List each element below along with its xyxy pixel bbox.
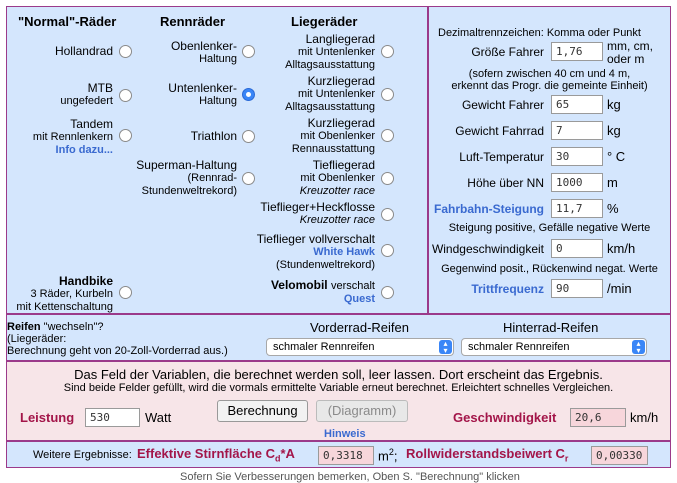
obenlenker-sub: Haltung (199, 53, 237, 65)
label-tieflieger (300, 159, 375, 198)
kurz-sub2: Alltagsausstattung (285, 101, 375, 113)
kurz-title: Kurzliegerad (307, 74, 375, 88)
kurzo-title: Kurzliegerad (307, 116, 375, 130)
label-temp: Luft-Temperatur (459, 150, 544, 164)
front-tire-chevron-icon: ▴ ▾ (439, 340, 452, 354)
mtb-sub: ungefedert (60, 95, 113, 107)
tandem-info-link[interactable]: Info dazu... (55, 144, 113, 156)
front-tire-header: Vorderrad-Reifen (310, 320, 409, 335)
heck-title: Tieflieger+Heckflosse (260, 200, 375, 214)
label-nn: Höhe über NN (467, 176, 544, 190)
input-temp[interactable] (551, 147, 603, 166)
input-wind[interactable] (551, 239, 603, 258)
temp-unit: ° C (607, 149, 626, 164)
lang-sub1: mit Untenlenker (297, 46, 375, 58)
radio-mtb[interactable] (119, 89, 132, 102)
groesse-hint2: erkennt das Progr. die gemeinte Einheit) (451, 80, 648, 92)
tires-bold: Reifen (7, 321, 41, 333)
stirn-unit (378, 447, 397, 463)
velo-sub: verschalt (330, 280, 375, 292)
label-tandem (33, 118, 113, 157)
label-wind: Windgeschwindigkeit (431, 242, 544, 256)
groesse-hint1: (sofern zwischen 40 cm und 4 m, (468, 68, 631, 80)
rad-unit: kg (607, 123, 621, 138)
label-vollverschalt (257, 233, 375, 272)
radio-tandem[interactable] (119, 129, 132, 142)
stirn-unit-text: m (378, 448, 389, 464)
steig-hint: Steigung positive, Gefälle negative Werte (448, 222, 651, 234)
handbike-sub1: 3 Räder, Kurbeln (30, 288, 113, 300)
lang-title: Langliegerad (305, 32, 375, 46)
rear-tire-select[interactable] (461, 338, 647, 356)
superman-sub2: Stundenweltrekord) (141, 185, 237, 197)
decimal-note: Dezimaltrennzeichen: Komma oder Punkt (438, 27, 641, 39)
hinweis-link[interactable]: Hinweis (324, 428, 366, 440)
rear-tire-value: schmaler Rennreifen (468, 341, 570, 353)
tandem-title: Tandem (70, 117, 113, 131)
header-rennraeder: Rennräder (160, 14, 226, 29)
stirn-sup: 2 (388, 447, 394, 457)
label-mtb (60, 82, 113, 108)
label-handbike (16, 275, 113, 314)
stirn-tail: *A (280, 446, 295, 461)
radio-superman[interactable] (242, 172, 255, 185)
label-rad: Gewicht Fahrrad (455, 124, 544, 138)
label-triathlon: Triathlon (190, 129, 237, 143)
tief-sub2: Kreuzotter race (299, 185, 375, 197)
label-obenlenker (171, 40, 237, 66)
wind-unit: km/h (607, 241, 636, 256)
front-tire-select[interactable] (266, 338, 454, 356)
tandem-sub: mit Rennlenkern (32, 131, 113, 143)
handbike-title: Handbike (58, 274, 113, 288)
footer-partial-text: Sofern Sie Verbesserungen bemerken, Oben S. "Berechnung" klicken (180, 471, 520, 483)
input-groesse[interactable] (551, 42, 603, 61)
tief-sub1: mit Obenlenker (300, 172, 375, 184)
header-normal: "Normal"-Räder (18, 14, 117, 29)
radio-triathlon[interactable] (242, 130, 255, 143)
unterlenker-sub: Haltung (199, 95, 237, 107)
kurzo-sub2: Rennausstattung (291, 143, 375, 155)
voll-title: Tieflieger vollverschalt (256, 232, 375, 246)
radio-hollandrad[interactable] (119, 45, 132, 58)
label-gewicht: Gewicht Fahrer (461, 98, 544, 112)
radio-kurzlieger-oben[interactable] (381, 129, 394, 142)
header-liegeraeder: Liegeräder (291, 14, 358, 29)
speed-label: Geschwindigkeit (453, 410, 557, 425)
results-panel (6, 441, 671, 468)
radio-tieflieger[interactable] (381, 172, 394, 185)
lang-sub2: Alltagsausstattung (285, 59, 375, 71)
parameters-panel (428, 6, 671, 314)
result-separator: ; (393, 448, 398, 464)
input-leistung[interactable] (85, 408, 140, 427)
label-langlieger (285, 33, 375, 72)
input-nn[interactable] (551, 173, 603, 192)
output-stirnflaeche[interactable] (318, 446, 374, 465)
input-tritt[interactable] (551, 279, 603, 298)
label-unterlenker (168, 82, 237, 108)
radio-vollverschalt[interactable] (381, 244, 394, 257)
radio-handbike[interactable] (119, 286, 132, 299)
superman-title: Superman-Haltung (136, 158, 237, 172)
radio-heckflosse[interactable] (381, 208, 394, 221)
tires-note1: (Liegeräder: (7, 333, 67, 345)
input-steigung[interactable] (551, 199, 603, 218)
nn-unit: m (607, 175, 618, 190)
input-rad[interactable] (551, 121, 603, 140)
heck-sub: Kreuzotter race (299, 214, 375, 226)
calculate-button[interactable]: Berechnung (217, 400, 308, 422)
velo-title: Velomobil (270, 278, 328, 292)
tires-rest: "wechseln"? (40, 321, 104, 333)
link-steigung[interactable]: Fahrbahn-Steigung (434, 202, 544, 216)
kurzo-sub1: mit Obenlenker (300, 130, 375, 142)
wind-hint: Gegenwind posit., Rückenwind negat. Werte (441, 263, 658, 275)
label-hollandrad: Hollandrad (54, 44, 113, 58)
diagram-button[interactable]: (Diagramm) (316, 400, 408, 422)
groesse-unit2: oder m (607, 52, 645, 66)
leistung-unit: Watt (145, 410, 172, 425)
stirn-label-text: Effektive Stirnfläche C (137, 446, 275, 461)
label-kurzlieger-oben (292, 117, 375, 156)
quest-link[interactable]: Quest (343, 293, 375, 305)
radio-velomobil[interactable] (381, 286, 394, 299)
radio-obenlenker[interactable] (242, 45, 255, 58)
leistung-label: Leistung (20, 410, 75, 425)
handbike-sub2: mit Kettenschaltung (16, 301, 113, 313)
label-velomobil (271, 279, 375, 306)
tritt-unit: /min (607, 281, 632, 296)
rear-tire-header: Hinterrad-Reifen (503, 320, 599, 335)
rear-tire-chevron-icon: ▴ ▾ (632, 340, 645, 354)
tief-title: Tiefliegerad (312, 158, 375, 172)
voll-sub: (Stundenweltrekord) (275, 259, 375, 271)
white-hawk-link[interactable]: White Hawk (313, 246, 375, 258)
label-heckflosse (260, 201, 375, 227)
label-superman (136, 159, 237, 198)
tires-note2: Berechnung geht von 20-Zoll-Vorderrad aus.) (7, 345, 228, 357)
mtb-title: MTB (87, 81, 113, 95)
radio-langlieger[interactable] (381, 45, 394, 58)
radio-kurzlieger-unten[interactable] (381, 88, 394, 101)
label-groesse: Größe Fahrer (471, 45, 544, 59)
superman-sub1: (Rennrad- (187, 172, 237, 184)
speed-unit: km/h (630, 410, 659, 425)
calc-intro1: Das Feld der Variablen, die berechnet werden soll, leer lassen. Dort erscheint das Ergebnis. (74, 367, 603, 382)
results-label: Weitere Ergebnisse: (33, 449, 132, 461)
roll-sub: r (564, 453, 569, 464)
bike-type-panel (6, 6, 428, 314)
groesse-unit (607, 40, 653, 66)
tires-label (7, 321, 228, 357)
calculation-panel (6, 361, 671, 441)
link-trittfrequenz[interactable]: Trittfrequenz (471, 282, 544, 296)
tires-panel (6, 314, 671, 361)
roll-label-text: Rollwiderstandsbeiwert C (406, 446, 565, 461)
stirn-sub: d (275, 453, 281, 464)
unterlenker-title: Untenlenker- (168, 81, 237, 95)
radio-unterlenker-selected[interactable] (242, 88, 255, 101)
front-tire-value: schmaler Rennreifen (273, 341, 375, 353)
calc-intro2: Sind beide Felder gefüllt, wird die vormals ermittelte Variable erneut berechnet. Erleichtert schnelles Vergleichen. (63, 382, 614, 394)
input-gewicht[interactable] (551, 95, 603, 114)
steig-unit: % (607, 201, 619, 216)
output-rollwiderstand[interactable] (591, 446, 648, 465)
stirnflaeche-label (137, 446, 295, 464)
input-speed[interactable] (570, 408, 626, 427)
groesse-hint (429, 68, 670, 92)
gewicht-unit: kg (607, 97, 621, 112)
groesse-unit1: mm, cm, (607, 39, 653, 53)
kurz-sub1: mit Untenlenker (297, 88, 375, 100)
roll-label (406, 446, 568, 464)
label-kurzlieger-unten (285, 75, 375, 114)
obenlenker-title: Obenlenker- (170, 39, 237, 53)
